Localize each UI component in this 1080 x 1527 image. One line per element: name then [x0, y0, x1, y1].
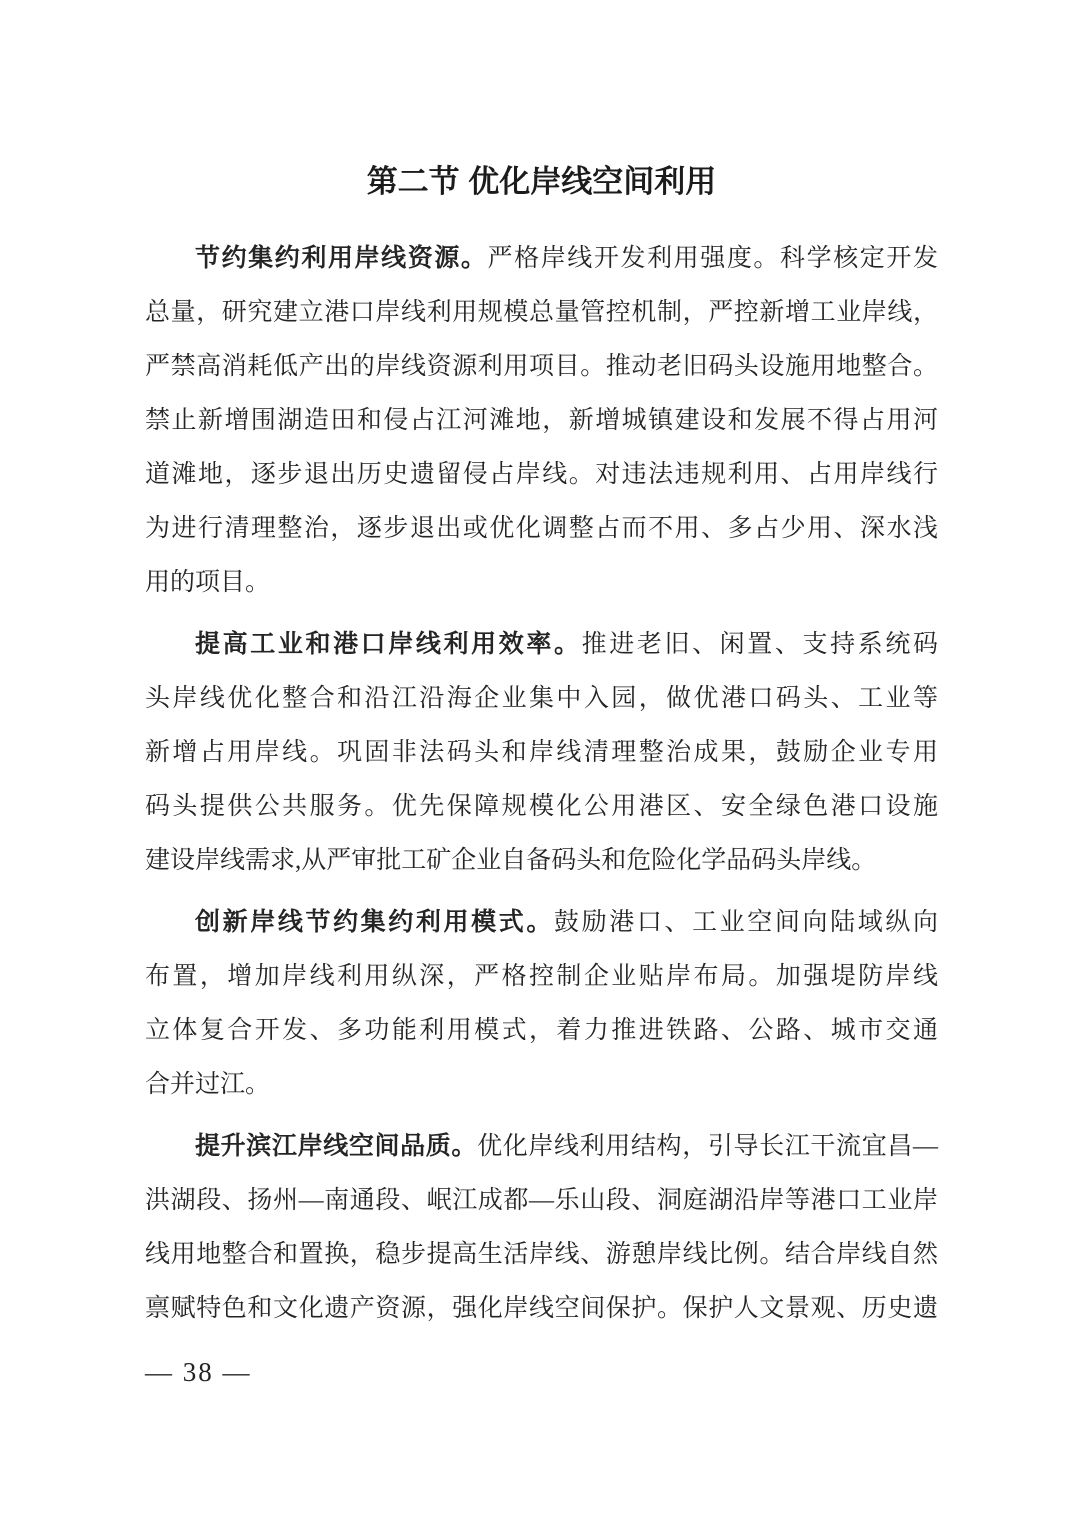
lead-sentence: 创新岸线节约集约利用模式。	[195, 909, 554, 936]
text-line	[145, 1058, 938, 1112]
document-body	[145, 232, 938, 1336]
body-text: 合并过江。	[145, 1071, 271, 1098]
page-number: — 38 —	[145, 1357, 252, 1387]
body-text: 禀赋特色和文化遗产资源，强化岸线空间保护。保护人文景观、历史遗	[145, 1295, 938, 1322]
body-text: 禁止新增围湖造田和侵占江河滩地，新增城镇建设和发展不得占用河	[145, 407, 938, 434]
lead-sentence: 提升滨江岸线空间品质。	[195, 1133, 478, 1160]
text-line	[145, 950, 938, 1004]
text-line	[145, 1004, 938, 1058]
text-line	[145, 232, 938, 286]
body-text: 布置，增加岸线利用纵深，严格控制企业贴岸布局。加强堤防岸线	[145, 963, 938, 990]
body-text: 新增占用岸线。巩固非法码头和岸线清理整治成果，鼓励企业专用	[145, 739, 938, 766]
body-text: 用的项目。	[145, 569, 271, 596]
body-text: 道滩地，逐步退出历史遗留侵占岸线。对违法违规利用、占用岸线行	[145, 461, 938, 488]
body-text: 建设岸线需求,从严审批工矿企业自备码头和危险化学品码头岸线。	[145, 847, 877, 874]
body-text: 头岸线优化整合和沿江沿海企业集中入园，做优港口码头、工业等	[145, 685, 938, 712]
body-text: 立体复合开发、多功能利用模式，着力推进铁路、公路、城市交通	[145, 1017, 938, 1044]
text-line	[145, 1228, 938, 1282]
text-line	[145, 1282, 938, 1336]
paragraph	[145, 1120, 938, 1336]
body-text: 洪湖段、扬州—南通段、岷江成都—乐山段、洞庭湖沿岸等港口工业岸	[145, 1187, 938, 1214]
body-text: 优化岸线利用结构，引导长江干流宜昌—	[477, 1133, 938, 1160]
text-line	[145, 556, 938, 610]
text-line	[145, 834, 938, 888]
paragraph	[145, 896, 938, 1112]
text-line	[145, 618, 938, 672]
lead-sentence: 节约集约利用岸线资源。	[195, 245, 488, 272]
text-line	[145, 780, 938, 834]
section-title: 第二节 优化岸线空间利用	[366, 164, 717, 199]
body-text: 鼓励港口、工业空间向陆域纵向	[554, 909, 938, 936]
text-line	[145, 672, 938, 726]
body-text: 为进行清理整治，逐步退出或优化调整占而不用、多占少用、深水浅	[145, 515, 938, 542]
text-line	[145, 448, 938, 502]
text-line	[145, 1120, 938, 1174]
document-content	[145, 160, 938, 1344]
text-line	[145, 340, 938, 394]
text-line	[145, 1174, 938, 1228]
body-text: 总量，研究建立港口岸线利用规模总量管控机制，严控新增工业岸线，	[145, 299, 938, 326]
text-line	[145, 394, 938, 448]
text-line	[145, 286, 938, 340]
text-line	[145, 726, 938, 780]
text-line	[145, 502, 938, 556]
paragraph	[145, 618, 938, 888]
body-text: 码头提供公共服务。优先保障规模化公用港区、安全绿色港口设施	[145, 793, 938, 820]
body-text: 推进老旧、闲置、支持系统码	[581, 631, 938, 658]
paragraph	[145, 232, 938, 610]
body-text: 严格岸线开发利用强度。科学核定开发	[487, 245, 938, 272]
body-text: 线用地整合和置换，稳步提高生活岸线、游憩岸线比例。结合岸线自然	[145, 1241, 938, 1268]
text-line	[145, 896, 938, 950]
body-text: 严禁高消耗低产出的岸线资源利用项目。推动老旧码头设施用地整合。	[145, 353, 938, 380]
lead-sentence: 提高工业和港口岸线利用效率。	[195, 631, 582, 658]
